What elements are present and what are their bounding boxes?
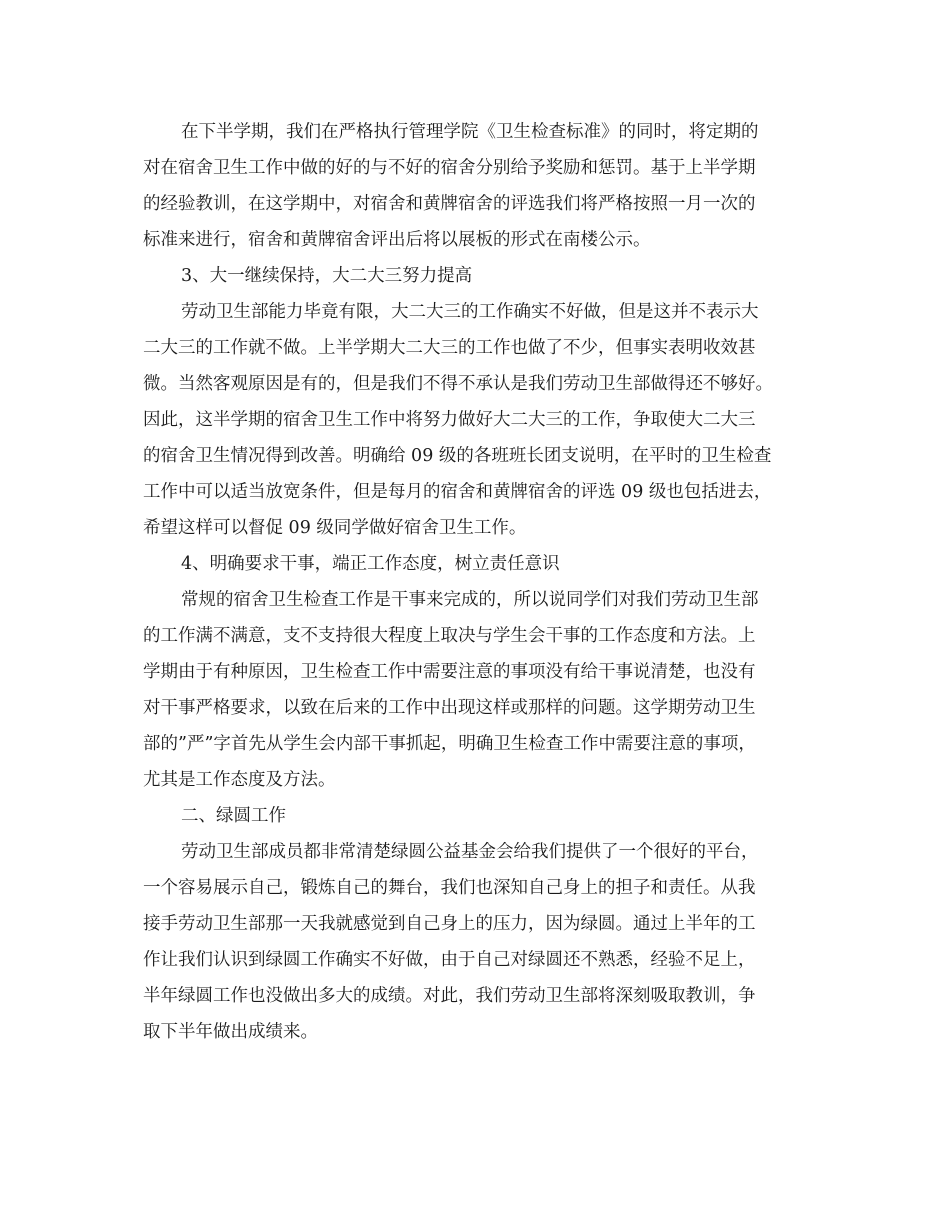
paragraph-line: 的宿舍卫生情况得到改善。明确给 09 级的各班班长团支说明，在平时的卫生检查 xyxy=(143,446,772,466)
paragraph-line: 希望这样可以督促 09 级同学做好宿舍卫生工作。 xyxy=(143,518,527,538)
paragraph-line: 二大三的工作就不做。上半学期大二大三的工作也做了不少，但事实表明收效甚 xyxy=(143,338,756,358)
paragraph-line: 接手劳动卫生部那一天我就感觉到自己身上的压力，因为绿圆。通过上半年的工 xyxy=(143,914,756,934)
paragraph-line: 部的”严”字首先从学生会内部干事抓起，明确卫生检查工作中需要注意的事项， xyxy=(143,734,756,754)
paragraph-line: 半年绿圆工作也没做出多大的成绩。对此，我们劳动卫生部将深刻吸取教训，争 xyxy=(143,986,756,1006)
paragraph-line: 劳动卫生部能力毕竟有限，大二大三的工作确实不好做，但是这并不表示大 xyxy=(181,302,759,322)
section-heading: 4、明确要求干事，端正工作态度，树立责任意识 xyxy=(181,554,560,574)
paragraph-line: 作让我们认识到绿圆工作确实不好做，由于自己对绿圆还不熟悉，经验不足上， xyxy=(143,950,756,970)
paragraph-line: 微。当然客观原因是有的，但是我们不得不承认是我们劳动卫生部做得还不够好。 xyxy=(143,374,773,394)
section-heading: 二、绿圆工作 xyxy=(181,806,286,826)
paragraph-line: 标准来进行，宿舍和黄牌宿舍评出后将以展板的形式在南楼公示。 xyxy=(143,230,651,250)
paragraph-line: 的经验教训，在这学期中，对宿舍和黄牌宿舍的评选我们将严格按照一月一次的 xyxy=(143,194,756,214)
paragraph-line: 取下半年做出成绩来。 xyxy=(143,1022,318,1042)
paragraph-line: 尤其是工作态度及方法。 xyxy=(143,770,336,790)
paragraph-line: 因此，这半学期的宿舍卫生工作中将努力做好大二大三的工作，争取使大二大三 xyxy=(143,410,756,430)
paragraph-line: 对干事严格要求，以致在后来的工作中出现这样或那样的问题。这学期劳动卫生 xyxy=(143,698,756,718)
section-heading: 3、大一继续保持，大二大三努力提高 xyxy=(181,266,473,286)
paragraph-line: 对在宿舍卫生工作中做的好的与不好的宿舍分别给予奖励和惩罚。基于上半学期 xyxy=(143,158,756,178)
paragraph-line: 一个容易展示自己，锻炼自己的舞台，我们也深知自己身上的担子和责任。从我 xyxy=(143,878,756,898)
paragraph-line: 的工作满不满意，支不支持很大程度上取决与学生会干事的工作态度和方法。上 xyxy=(143,626,756,646)
paragraph-line: 学期由于有种原因，卫生检查工作中需要注意的事项没有给干事说清楚，也没有 xyxy=(143,662,756,682)
paragraph-line: 在下半学期，我们在严格执行管理学院《卫生检查标准》的同时，将定期的 xyxy=(181,122,759,142)
paragraph-line: 劳动卫生部成员都非常清楚绿圆公益基金会给我们提供了一个很好的平台， xyxy=(181,842,759,862)
paragraph-line: 常规的宿舍卫生检查工作是干事来完成的，所以说同学们对我们劳动卫生部 xyxy=(181,590,759,610)
paragraph-line: 工作中可以适当放宽条件，但是每月的宿舍和黄牌宿舍的评选 09 级也包括进去， xyxy=(143,482,772,502)
